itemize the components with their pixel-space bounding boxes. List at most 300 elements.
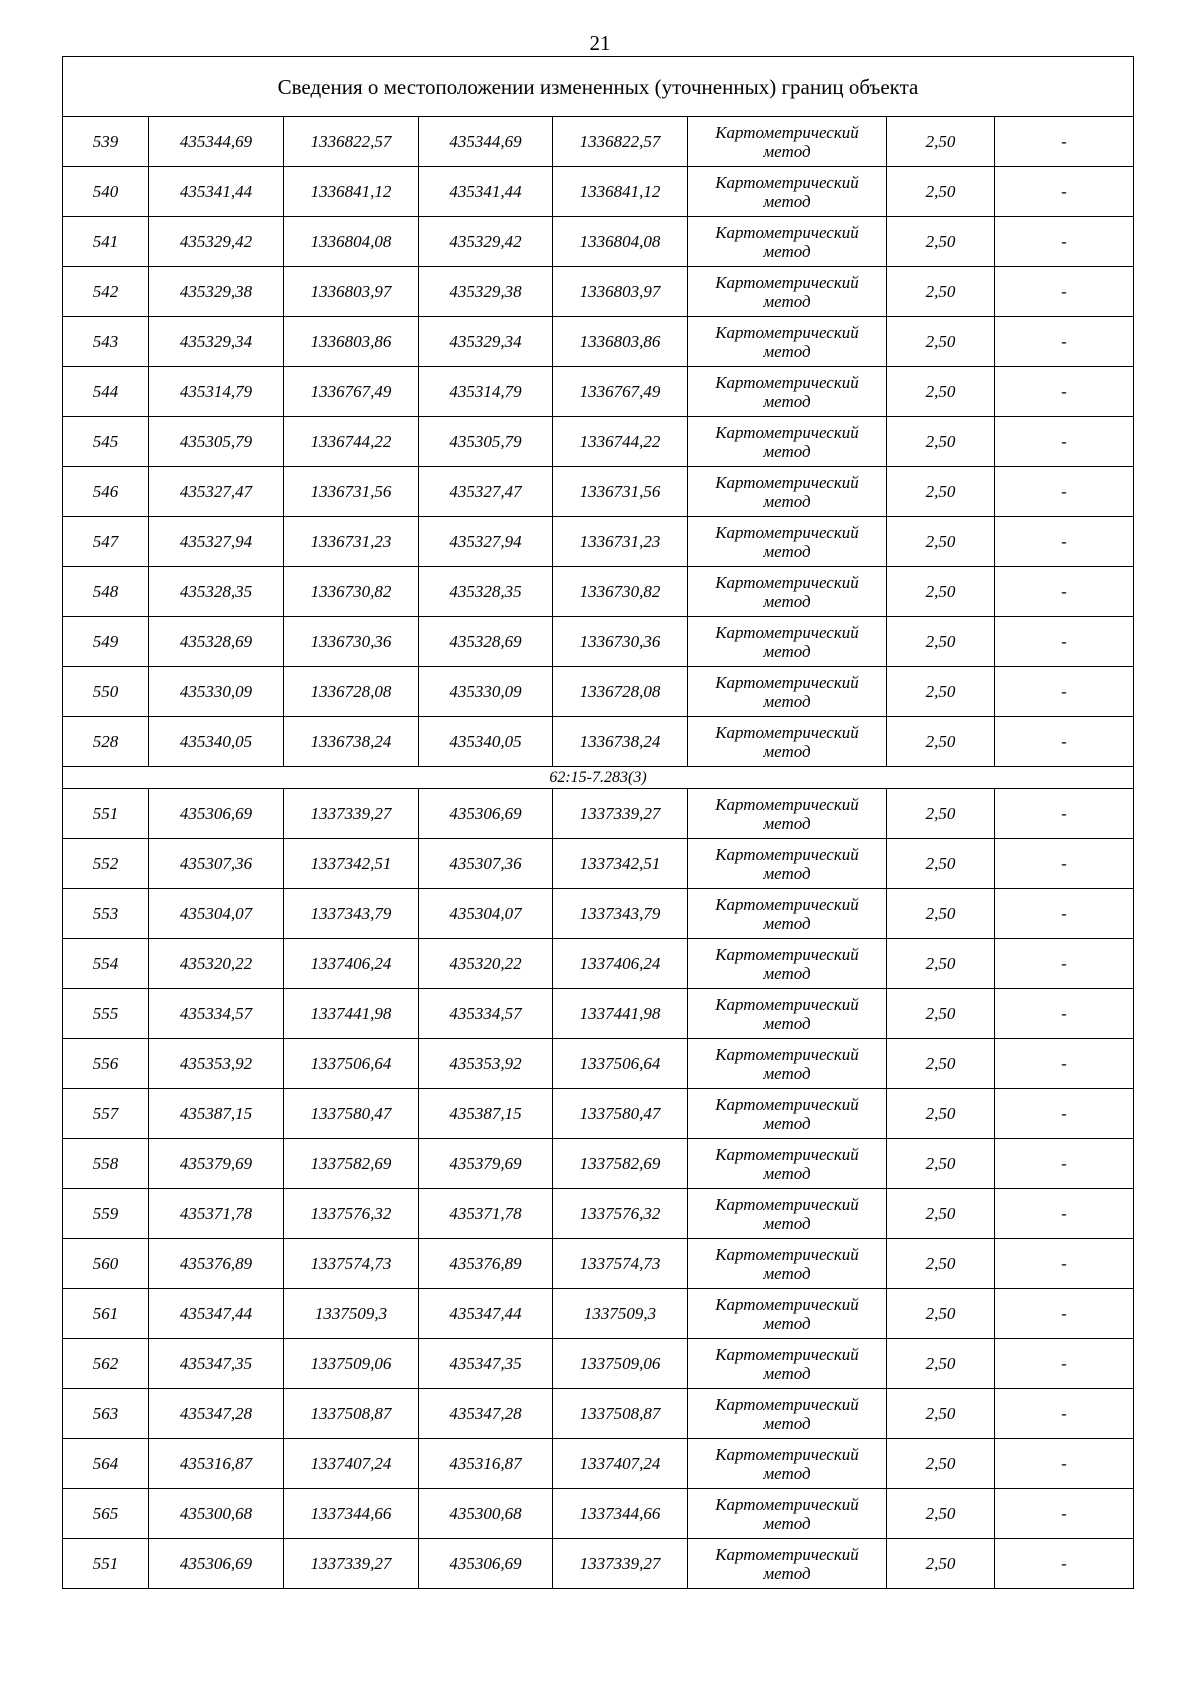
accuracy-cell: 2,50 — [887, 417, 995, 467]
method-line-1: Картометрический — [715, 1394, 859, 1414]
boundary-table — [62, 56, 1134, 1589]
method-line-2: метод — [763, 441, 811, 461]
method-line-2: метод — [763, 963, 811, 983]
coord-x-existing-cell: 435306,69 — [149, 789, 284, 839]
method-line-2: метод — [763, 641, 811, 661]
note-cell: - — [995, 517, 1134, 567]
method-cell — [688, 467, 887, 517]
accuracy-cell: 2,50 — [887, 1389, 995, 1439]
table-row — [63, 367, 1134, 417]
table-row — [63, 567, 1134, 617]
accuracy-cell: 2,50 — [887, 1439, 995, 1489]
table-row — [63, 1389, 1134, 1439]
coord-x-existing-cell: 435316,87 — [149, 1439, 284, 1489]
coord-x-new-cell: 435347,28 — [419, 1389, 553, 1439]
coord-x-existing-cell: 435347,28 — [149, 1389, 284, 1439]
coord-x-new-cell: 435328,35 — [419, 567, 553, 617]
method-line-1: Картометрический — [715, 944, 859, 964]
coord-x-existing-cell: 435340,05 — [149, 717, 284, 767]
coord-x-existing-cell: 435327,47 — [149, 467, 284, 517]
method-line-2: метод — [763, 1163, 811, 1183]
section-header-row — [63, 767, 1134, 789]
accuracy-cell: 2,50 — [887, 267, 995, 317]
coord-y-existing-cell: 1337406,24 — [284, 939, 419, 989]
table-row — [63, 1289, 1134, 1339]
coord-x-new-cell: 435330,09 — [419, 667, 553, 717]
method-line-2: метод — [763, 1013, 811, 1033]
note-cell: - — [995, 367, 1134, 417]
method-line-2: метод — [763, 341, 811, 361]
coord-y-existing-cell: 1336841,12 — [284, 167, 419, 217]
method-cell — [688, 717, 887, 767]
point-number-cell: 555 — [63, 989, 149, 1039]
method-line-2: метод — [763, 1213, 811, 1233]
accuracy-cell: 2,50 — [887, 567, 995, 617]
coord-x-new-cell: 435387,15 — [419, 1089, 553, 1139]
coord-x-existing-cell: 435304,07 — [149, 889, 284, 939]
coord-x-new-cell: 435344,69 — [419, 117, 553, 167]
point-number-cell: 543 — [63, 317, 149, 367]
point-number-cell: 559 — [63, 1189, 149, 1239]
method-line-1: Картометрический — [715, 422, 859, 442]
coord-y-existing-cell: 1337576,32 — [284, 1189, 419, 1239]
coord-x-new-cell: 435341,44 — [419, 167, 553, 217]
method-cell — [688, 1039, 887, 1089]
table-row — [63, 617, 1134, 667]
method-line-2: метод — [763, 1463, 811, 1483]
coord-x-existing-cell: 435328,35 — [149, 567, 284, 617]
accuracy-cell: 2,50 — [887, 117, 995, 167]
coord-x-new-cell: 435329,38 — [419, 267, 553, 317]
coord-y-new-cell: 1336744,22 — [553, 417, 688, 467]
coord-y-existing-cell: 1337344,66 — [284, 1489, 419, 1539]
note-cell: - — [995, 1039, 1134, 1089]
section-label: 62:15-7.283(3) — [63, 767, 1134, 789]
accuracy-cell: 2,50 — [887, 839, 995, 889]
coord-x-existing-cell: 435305,79 — [149, 417, 284, 467]
coord-x-existing-cell: 435387,15 — [149, 1089, 284, 1139]
method-line-1: Картометрический — [715, 994, 859, 1014]
coord-y-existing-cell: 1337509,06 — [284, 1339, 419, 1389]
method-line-1: Картометрический — [715, 522, 859, 542]
method-line-2: метод — [763, 913, 811, 933]
point-number-cell: 556 — [63, 1039, 149, 1089]
method-cell — [688, 939, 887, 989]
coord-y-new-cell: 1337339,27 — [553, 789, 688, 839]
method-cell — [688, 1289, 887, 1339]
coord-y-existing-cell: 1336804,08 — [284, 217, 419, 267]
method-line-2: метод — [763, 1063, 811, 1083]
method-line-1: Картометрический — [715, 844, 859, 864]
method-line-1: Картометрический — [715, 1144, 859, 1164]
table-row — [63, 217, 1134, 267]
note-cell: - — [995, 667, 1134, 717]
coord-y-new-cell: 1336731,56 — [553, 467, 688, 517]
method-line-1: Картометрический — [715, 894, 859, 914]
note-cell: - — [995, 717, 1134, 767]
coord-x-new-cell: 435327,94 — [419, 517, 553, 567]
method-line-2: метод — [763, 1563, 811, 1583]
table-row — [63, 1039, 1134, 1089]
coord-y-new-cell: 1337509,06 — [553, 1339, 688, 1389]
note-cell: - — [995, 989, 1134, 1039]
accuracy-cell: 2,50 — [887, 989, 995, 1039]
coord-x-new-cell: 435314,79 — [419, 367, 553, 417]
coord-y-new-cell: 1336822,57 — [553, 117, 688, 167]
coord-y-existing-cell: 1337506,64 — [284, 1039, 419, 1089]
method-cell — [688, 117, 887, 167]
point-number-cell: 545 — [63, 417, 149, 467]
coord-y-new-cell: 1336804,08 — [553, 217, 688, 267]
method-line-1: Картометрический — [715, 222, 859, 242]
coord-y-existing-cell: 1336822,57 — [284, 117, 419, 167]
table-row — [63, 789, 1134, 839]
coord-y-new-cell: 1337506,64 — [553, 1039, 688, 1089]
coord-x-new-cell: 435306,69 — [419, 789, 553, 839]
method-cell — [688, 1489, 887, 1539]
coord-x-new-cell: 435316,87 — [419, 1439, 553, 1489]
accuracy-cell: 2,50 — [887, 317, 995, 367]
method-line-2: метод — [763, 1263, 811, 1283]
coord-y-new-cell: 1336803,86 — [553, 317, 688, 367]
coord-x-new-cell: 435347,44 — [419, 1289, 553, 1339]
coord-y-existing-cell: 1337582,69 — [284, 1139, 419, 1189]
method-line-1: Картометрический — [715, 1544, 859, 1564]
table-row — [63, 117, 1134, 167]
table-row — [63, 417, 1134, 467]
point-number-cell: 528 — [63, 717, 149, 767]
accuracy-cell: 2,50 — [887, 167, 995, 217]
method-line-1: Картометрический — [715, 1194, 859, 1214]
point-number-cell: 554 — [63, 939, 149, 989]
method-cell — [688, 789, 887, 839]
coord-y-new-cell: 1337580,47 — [553, 1089, 688, 1139]
table-row — [63, 839, 1134, 889]
table-row — [63, 939, 1134, 989]
method-cell — [688, 567, 887, 617]
coord-x-new-cell: 435371,78 — [419, 1189, 553, 1239]
table-row — [63, 517, 1134, 567]
coord-x-existing-cell: 435379,69 — [149, 1139, 284, 1189]
coord-y-existing-cell: 1336744,22 — [284, 417, 419, 467]
coord-x-existing-cell: 435341,44 — [149, 167, 284, 217]
note-cell: - — [995, 1489, 1134, 1539]
note-cell: - — [995, 1539, 1134, 1589]
note-cell: - — [995, 789, 1134, 839]
table-row — [63, 317, 1134, 367]
table-row — [63, 1489, 1134, 1539]
method-cell — [688, 1539, 887, 1589]
accuracy-cell: 2,50 — [887, 1339, 995, 1389]
table-row — [63, 1139, 1134, 1189]
method-cell — [688, 417, 887, 467]
method-cell — [688, 167, 887, 217]
note-cell: - — [995, 467, 1134, 517]
method-line-1: Картометрический — [715, 1494, 859, 1514]
point-number-cell: 551 — [63, 789, 149, 839]
method-cell — [688, 517, 887, 567]
note-cell: - — [995, 1239, 1134, 1289]
coord-y-new-cell: 1337574,73 — [553, 1239, 688, 1289]
table-row — [63, 889, 1134, 939]
method-line-1: Картометрический — [715, 1244, 859, 1264]
accuracy-cell: 2,50 — [887, 517, 995, 567]
method-line-1: Картометрический — [715, 1294, 859, 1314]
coord-y-existing-cell: 1337574,73 — [284, 1239, 419, 1289]
coord-y-existing-cell: 1336731,56 — [284, 467, 419, 517]
note-cell: - — [995, 939, 1134, 989]
method-line-1: Картометрический — [715, 1044, 859, 1064]
method-line-1: Картометрический — [715, 322, 859, 342]
coord-x-existing-cell: 435328,69 — [149, 617, 284, 667]
method-line-1: Картометрический — [715, 1344, 859, 1364]
note-cell: - — [995, 267, 1134, 317]
method-cell — [688, 1439, 887, 1489]
table-row — [63, 717, 1134, 767]
method-cell — [688, 1339, 887, 1389]
method-line-2: метод — [763, 741, 811, 761]
coord-x-existing-cell: 435344,69 — [149, 117, 284, 167]
coord-x-existing-cell: 435329,34 — [149, 317, 284, 367]
accuracy-cell: 2,50 — [887, 1289, 995, 1339]
note-cell: - — [995, 1289, 1134, 1339]
point-number-cell: 564 — [63, 1439, 149, 1489]
coord-x-existing-cell: 435306,69 — [149, 1539, 284, 1589]
method-line-1: Картометрический — [715, 1444, 859, 1464]
coord-y-existing-cell: 1336731,23 — [284, 517, 419, 567]
method-line-2: метод — [763, 541, 811, 561]
coord-y-new-cell: 1336803,97 — [553, 267, 688, 317]
coord-x-new-cell: 435329,42 — [419, 217, 553, 267]
coord-y-new-cell: 1337342,51 — [553, 839, 688, 889]
table-row — [63, 989, 1134, 1039]
point-number-cell: 539 — [63, 117, 149, 167]
method-line-2: метод — [763, 191, 811, 211]
coord-y-new-cell: 1336841,12 — [553, 167, 688, 217]
method-cell — [688, 839, 887, 889]
coord-y-new-cell: 1337339,27 — [553, 1539, 688, 1589]
point-number-cell: 557 — [63, 1089, 149, 1139]
coord-y-existing-cell: 1337407,24 — [284, 1439, 419, 1489]
coord-y-new-cell: 1337508,87 — [553, 1389, 688, 1439]
method-line-2: метод — [763, 241, 811, 261]
method-line-1: Картометрический — [715, 272, 859, 292]
method-line-1: Картометрический — [715, 622, 859, 642]
method-cell — [688, 1239, 887, 1289]
method-cell — [688, 667, 887, 717]
coord-x-existing-cell: 435334,57 — [149, 989, 284, 1039]
method-line-1: Картометрический — [715, 572, 859, 592]
point-number-cell: 561 — [63, 1289, 149, 1339]
point-number-cell: 551 — [63, 1539, 149, 1589]
coord-y-existing-cell: 1336730,82 — [284, 567, 419, 617]
coord-y-new-cell: 1336730,36 — [553, 617, 688, 667]
note-cell: - — [995, 1089, 1134, 1139]
method-line-2: метод — [763, 1313, 811, 1333]
coord-y-existing-cell: 1337343,79 — [284, 889, 419, 939]
table-row — [63, 1089, 1134, 1139]
coord-y-new-cell: 1337576,32 — [553, 1189, 688, 1239]
coord-y-new-cell: 1336728,08 — [553, 667, 688, 717]
coord-x-new-cell: 435307,36 — [419, 839, 553, 889]
method-line-2: метод — [763, 813, 811, 833]
accuracy-cell: 2,50 — [887, 717, 995, 767]
coord-x-new-cell: 435340,05 — [419, 717, 553, 767]
method-line-1: Картометрический — [715, 472, 859, 492]
table-row — [63, 467, 1134, 517]
coord-x-existing-cell: 435329,38 — [149, 267, 284, 317]
coord-x-new-cell: 435347,35 — [419, 1339, 553, 1389]
point-number-cell: 540 — [63, 167, 149, 217]
accuracy-cell: 2,50 — [887, 1089, 995, 1139]
note-cell: - — [995, 1189, 1134, 1239]
coord-y-new-cell: 1336730,82 — [553, 567, 688, 617]
accuracy-cell: 2,50 — [887, 617, 995, 667]
table-row — [63, 1539, 1134, 1589]
method-line-2: метод — [763, 1413, 811, 1433]
method-line-1: Картометрический — [715, 722, 859, 742]
method-cell — [688, 1089, 887, 1139]
coord-y-existing-cell: 1337342,51 — [284, 839, 419, 889]
coord-y-existing-cell: 1337580,47 — [284, 1089, 419, 1139]
coord-x-new-cell: 435300,68 — [419, 1489, 553, 1539]
coord-x-existing-cell: 435300,68 — [149, 1489, 284, 1539]
coord-x-existing-cell: 435347,44 — [149, 1289, 284, 1339]
point-number-cell: 544 — [63, 367, 149, 417]
method-cell — [688, 217, 887, 267]
method-line-2: метод — [763, 691, 811, 711]
coord-y-existing-cell: 1337441,98 — [284, 989, 419, 1039]
method-line-2: метод — [763, 591, 811, 611]
table-row — [63, 1189, 1134, 1239]
coord-y-new-cell: 1337509,3 — [553, 1289, 688, 1339]
table-row — [63, 267, 1134, 317]
coord-x-new-cell: 435353,92 — [419, 1039, 553, 1089]
method-line-1: Картометрический — [715, 1094, 859, 1114]
accuracy-cell: 2,50 — [887, 789, 995, 839]
coord-x-existing-cell: 435353,92 — [149, 1039, 284, 1089]
method-cell — [688, 1389, 887, 1439]
coord-y-new-cell: 1337406,24 — [553, 939, 688, 989]
method-cell — [688, 367, 887, 417]
page-number: 21 — [589, 31, 611, 55]
note-cell: - — [995, 1339, 1134, 1389]
coord-x-existing-cell: 435329,42 — [149, 217, 284, 267]
table-row — [63, 667, 1134, 717]
method-line-1: Картометрический — [715, 172, 859, 192]
method-line-2: метод — [763, 1363, 811, 1383]
point-number-cell: 541 — [63, 217, 149, 267]
method-line-2: метод — [763, 491, 811, 511]
coord-y-new-cell: 1337344,66 — [553, 1489, 688, 1539]
point-number-cell: 560 — [63, 1239, 149, 1289]
note-cell: - — [995, 167, 1134, 217]
coord-x-new-cell: 435306,69 — [419, 1539, 553, 1589]
coord-y-existing-cell: 1336767,49 — [284, 367, 419, 417]
method-cell — [688, 1139, 887, 1189]
accuracy-cell: 2,50 — [887, 367, 995, 417]
coord-y-existing-cell: 1337339,27 — [284, 1539, 419, 1589]
method-line-2: метод — [763, 1113, 811, 1133]
point-number-cell: 552 — [63, 839, 149, 889]
note-cell: - — [995, 617, 1134, 667]
method-cell — [688, 267, 887, 317]
coord-y-new-cell: 1336731,23 — [553, 517, 688, 567]
coord-y-existing-cell: 1337508,87 — [284, 1389, 419, 1439]
coord-x-existing-cell: 435320,22 — [149, 939, 284, 989]
method-line-2: метод — [763, 391, 811, 411]
table-row — [63, 1439, 1134, 1489]
point-number-cell: 563 — [63, 1389, 149, 1439]
table-row — [63, 167, 1134, 217]
accuracy-cell: 2,50 — [887, 889, 995, 939]
coord-y-new-cell: 1337343,79 — [553, 889, 688, 939]
method-line-1: Картометрический — [715, 672, 859, 692]
coord-y-existing-cell: 1336803,97 — [284, 267, 419, 317]
coord-x-new-cell: 435334,57 — [419, 989, 553, 1039]
method-line-1: Картометрический — [715, 794, 859, 814]
accuracy-cell: 2,50 — [887, 1039, 995, 1089]
coord-y-new-cell: 1337407,24 — [553, 1439, 688, 1489]
note-cell: - — [995, 839, 1134, 889]
method-line-1: Картометрический — [715, 122, 859, 142]
method-line-2: метод — [763, 863, 811, 883]
point-number-cell: 546 — [63, 467, 149, 517]
coord-x-new-cell: 435327,47 — [419, 467, 553, 517]
coord-x-existing-cell: 435347,35 — [149, 1339, 284, 1389]
accuracy-cell: 2,50 — [887, 1189, 995, 1239]
point-number-cell: 565 — [63, 1489, 149, 1539]
coord-y-existing-cell: 1336803,86 — [284, 317, 419, 367]
point-number-cell: 547 — [63, 517, 149, 567]
method-cell — [688, 317, 887, 367]
coord-y-new-cell: 1336738,24 — [553, 717, 688, 767]
point-number-cell: 542 — [63, 267, 149, 317]
coord-x-existing-cell: 435314,79 — [149, 367, 284, 417]
method-cell — [688, 989, 887, 1039]
accuracy-cell: 2,50 — [887, 1139, 995, 1189]
accuracy-cell: 2,50 — [887, 217, 995, 267]
accuracy-cell: 2,50 — [887, 939, 995, 989]
coord-x-new-cell: 435376,89 — [419, 1239, 553, 1289]
note-cell: - — [995, 117, 1134, 167]
accuracy-cell: 2,50 — [887, 1539, 995, 1589]
coord-y-new-cell: 1336767,49 — [553, 367, 688, 417]
coord-x-existing-cell: 435307,36 — [149, 839, 284, 889]
accuracy-cell: 2,50 — [887, 1239, 995, 1289]
note-cell: - — [995, 567, 1134, 617]
table-row — [63, 1239, 1134, 1289]
table-body — [63, 57, 1134, 1589]
note-cell: - — [995, 317, 1134, 367]
coord-y-existing-cell: 1336730,36 — [284, 617, 419, 667]
note-cell: - — [995, 1139, 1134, 1189]
method-cell — [688, 617, 887, 667]
coord-x-existing-cell: 435376,89 — [149, 1239, 284, 1289]
coord-x-new-cell: 435328,69 — [419, 617, 553, 667]
method-line-2: метод — [763, 1513, 811, 1533]
method-line-2: метод — [763, 141, 811, 161]
point-number-cell: 549 — [63, 617, 149, 667]
note-cell: - — [995, 1439, 1134, 1489]
method-line-1: Картометрический — [715, 372, 859, 392]
note-cell: - — [995, 1389, 1134, 1439]
accuracy-cell: 2,50 — [887, 667, 995, 717]
accuracy-cell: 2,50 — [887, 467, 995, 517]
method-cell — [688, 1189, 887, 1239]
accuracy-cell: 2,50 — [887, 1489, 995, 1539]
method-line-2: метод — [763, 291, 811, 311]
